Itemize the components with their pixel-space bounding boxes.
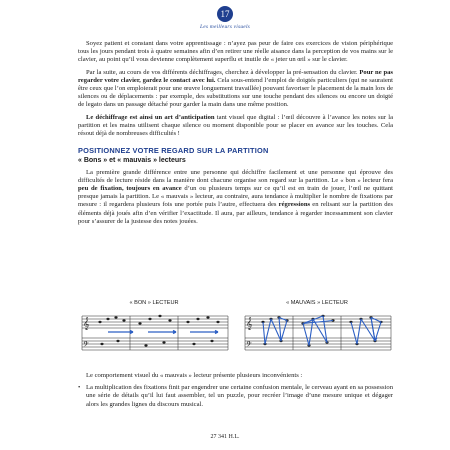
subsection-title: « Bons » et « mauvais » lecteurs [78, 157, 186, 165]
main-text [78, 40, 393, 230]
paragraph-2 [78, 69, 393, 110]
bold-text-segment: Le déchiffrage est ainsi un art d’anticipation [86, 113, 215, 121]
paragraph-3 [78, 114, 393, 139]
text-segment: La première grande différence entre une personne qui déchiffre facilement et une personne qui éprouve des difficultés de lecture réside dans la manière dont chacune organise son regard sur la partition. Le « bon » lecteur fera [78, 168, 393, 184]
bold-text-segment: peu de fixation, toujours en avance [78, 185, 182, 193]
page-number-badge: 17 [217, 6, 233, 22]
text-segment: Soyez patient et constant dans votre apprentissage : n’ayez pas peur de faire ces exercices de vision périphérique tous les jours pendant trois à quatre semaines afin d’en retirer une réelle aisance dans la perception de vos mains sur le clavier, au point qu’il vous devienne complètement superflu et inutile de « jeter un œil » sur le clavier. [78, 40, 393, 64]
bullet-item [78, 384, 393, 409]
paragraph-5: Le comportement visuel du « mauvais » lecteur présente plusieurs inconvénients : [86, 372, 303, 379]
figure-label-good: « BON » LECTEUR [129, 300, 179, 306]
text-segment: tant visuel que digital : l’œil découvre à l’avance les notes sur la partition et les mains utilisent chaque silence ou moment disponible pour se placer en avance sur les touches. Cela résout déjà de nombreuses difficultés ! [78, 113, 394, 138]
bold-text-segment: Pour ne pas regarder votre clavier, gardez le contact avec lui. [78, 68, 393, 84]
svg-text:𝄢: 𝄢 [83, 341, 89, 351]
running-head: Les meilleurs visuels [199, 24, 251, 30]
text-segment: d’un ou plusieurs temps sur ce qu’il est en train de jouer, l’œil ne quittant presque jamais la partition. Le « mauvais » lecteur, au contraire, aura tendance à multiplier le nombre de fixations par mesure : il regardera plusieurs fois une portée puis l’autre, effectuera des [78, 185, 393, 209]
bad-reader-score [241, 308, 393, 358]
bold-text-segment: régressions [278, 201, 311, 209]
figure-good-reader [78, 300, 230, 358]
paragraph-1 [78, 40, 393, 65]
text-segment: en relisant sur la partition des éléments déjà joués afin d’en vérifier l’exactitude. Il aura, par ailleurs, tendance à regarder incessamment son clavier pour s’assurer de la justesse des notes jouées. [78, 201, 393, 225]
bullet-text: La multiplication des fixations finit par engendrer une certaine confusion mentale, le cerveau ayant en sa possession une série de détails qu’il lui faut assembler, tel un puzzle, pour recréer l’image d’une mesure unique et dégager alors les grandes lignes du discours musical. [86, 384, 393, 408]
good-reader-score [78, 308, 230, 358]
figure-label-bad: « MAUVAIS » LECTEUR [286, 300, 348, 306]
text-after-figures [78, 372, 393, 409]
svg-text:𝄞: 𝄞 [246, 317, 253, 330]
text-segment: Par la suite, au cours de vos différents déchiffrages, cherchez à développer la pré-sensation du clavier. [86, 68, 360, 76]
svg-text:𝄞: 𝄞 [83, 317, 90, 330]
bullet-dot: • [78, 384, 81, 392]
text-segment: Cela sous-entend l’emploi de doigtés particuliers (qui ne sauraient être ceux que l’on emploierait pour une œuvre longuement travaillée) pouvant favoriser le placement de la main lors de silences ou de déplacements : par exemple, des substitutions sur une touche pendant des silences ou encore un doigté de legato dans un passage détaché pour garder la main dans une même position. [78, 76, 393, 109]
paragraph-4 [78, 169, 393, 226]
page-footer: 27 341 H.L. [210, 434, 240, 440]
svg-text:𝄢: 𝄢 [246, 341, 252, 351]
section-title: POSITIONNEZ VOTRE REGARD SUR LA PARTITION [78, 146, 269, 156]
figure-bad-reader [241, 300, 393, 358]
score-figures [78, 300, 393, 358]
